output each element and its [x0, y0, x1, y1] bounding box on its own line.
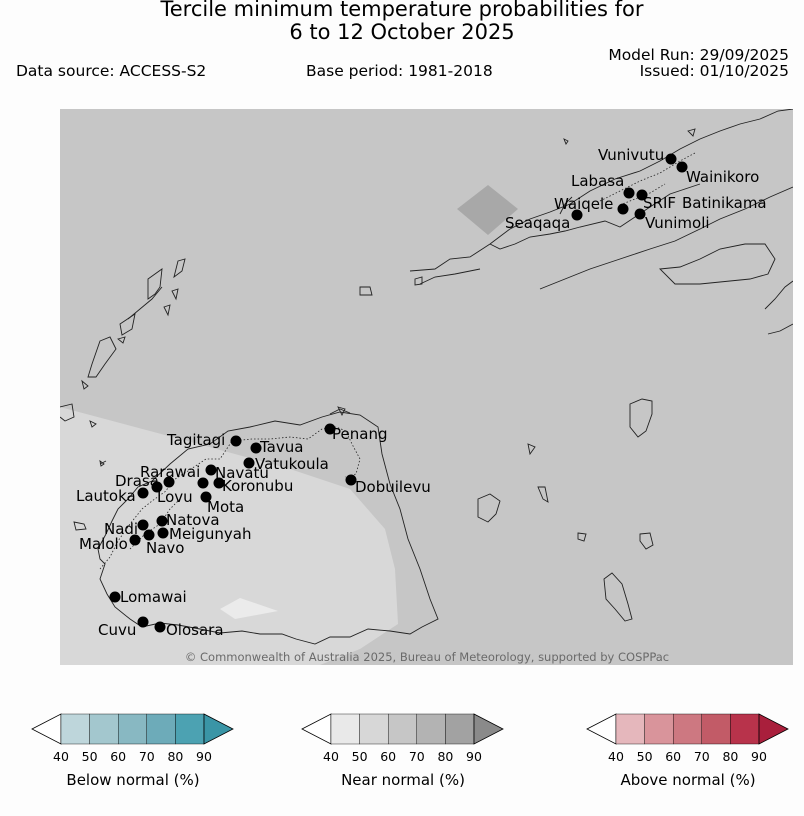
below-swatch-2	[90, 714, 119, 744]
copyright-notice: © Commonwealth of Australia 2025, Bureau of Meteorology, supported by COSPPac	[184, 650, 670, 664]
below-swatch-3	[118, 714, 147, 744]
label-tavua: Tavua	[260, 438, 304, 456]
below-tick-90: 90	[196, 749, 212, 764]
label-rarawai: Rarawai	[140, 463, 201, 481]
above-swatch-2	[645, 714, 674, 744]
station-vunivutu	[666, 154, 677, 165]
near-tick-80: 80	[437, 749, 454, 764]
above-tick-80: 80	[722, 749, 739, 764]
station-waiqele	[618, 204, 629, 215]
label-mota: Mota	[207, 498, 245, 516]
title-line-2: 6 to 12 October 2025	[289, 20, 515, 44]
data-source: Data source: ACCESS-S2	[16, 62, 207, 80]
label-seaqaqa: Seaqaqa	[505, 214, 571, 232]
station-tagitagi	[231, 436, 242, 447]
near-swatch-1	[331, 714, 360, 744]
label-natova: Natova	[166, 511, 220, 529]
label-vunimoli: Vunimoli	[645, 214, 710, 232]
label-malolo: Malolo	[79, 535, 128, 553]
label-cuvu: Cuvu	[98, 621, 137, 639]
below-swatch-4	[147, 714, 176, 744]
station-labasa	[624, 188, 635, 199]
station-olosara	[155, 622, 166, 633]
station-cuvu	[138, 617, 149, 628]
below-tick-80: 80	[167, 749, 184, 764]
label-lomawai: Lomawai	[120, 588, 187, 606]
label-wainikoro: Wainikoro	[686, 168, 760, 186]
near-swatch-4	[417, 714, 446, 744]
label-vunivutu: Vunivutu	[598, 146, 665, 164]
near-swatch-max	[474, 714, 503, 744]
map-canvas	[60, 109, 793, 665]
near-swatch-3	[388, 714, 417, 744]
colorbar-above	[586, 712, 790, 746]
below-tick-50: 50	[81, 749, 98, 764]
above-swatch-5	[730, 714, 759, 744]
model-run: Model Run: 29/09/2025	[608, 46, 789, 64]
colorbar-below	[31, 712, 235, 746]
station-lomawai	[110, 592, 121, 603]
colorbar-near-swatches	[302, 714, 503, 744]
label-vatukoula: Vatukoula	[255, 455, 329, 473]
issued-date: Issued: 01/10/2025	[639, 62, 789, 80]
colorbar-above-swatches	[587, 714, 788, 744]
above-tick-50: 50	[636, 749, 653, 764]
label-lautoka: Lautoka	[76, 487, 136, 505]
colorbar-below-swatches	[32, 714, 233, 744]
colorbar-near-label: Near normal (%)	[341, 771, 465, 789]
colorbar-above-label: Above normal (%)	[620, 771, 756, 789]
near-tick-50: 50	[351, 749, 368, 764]
below-tick-60: 60	[110, 749, 127, 764]
near-tick-90: 90	[466, 749, 482, 764]
below-tick-70: 70	[138, 749, 155, 764]
near-tick-60: 60	[380, 749, 397, 764]
label-navatu: Navatu	[215, 464, 269, 482]
label-navo: Navo	[146, 539, 185, 557]
near-tick-70: 70	[408, 749, 425, 764]
above-swatch-max	[759, 714, 788, 744]
below-tick-40: 40	[53, 749, 69, 764]
label-koronubu: Koronubu	[222, 477, 294, 495]
label-meigunyah: Meigunyah	[169, 525, 252, 543]
label-drasa: Drasa	[115, 472, 159, 490]
label-batinikama: Batinikama	[682, 194, 767, 212]
title-line-1: Tercile minimum temperature probabilities for	[160, 0, 644, 21]
label-penang: Penang	[332, 425, 388, 443]
above-swatch-4	[702, 714, 731, 744]
label-olosara: Olosara	[166, 621, 224, 639]
colorbar-below-label: Below normal (%)	[66, 771, 200, 789]
near-swatch-5	[445, 714, 474, 744]
below-swatch-5	[175, 714, 204, 744]
probability-map	[60, 109, 793, 665]
below-swatch-max	[204, 714, 233, 744]
above-tick-70: 70	[693, 749, 710, 764]
above-tick-60: 60	[665, 749, 682, 764]
label-tagitagi: Tagitagi	[167, 431, 226, 449]
colorbar-near	[301, 712, 505, 746]
label-nadi: Nadi	[104, 520, 139, 538]
near-tick-40: 40	[323, 749, 339, 764]
base-period: Base period: 1981-2018	[306, 62, 493, 80]
label-lovu: Lovu	[157, 488, 193, 506]
map-title	[0, 0, 804, 44]
below-swatch-min	[32, 714, 61, 744]
above-swatch-3	[673, 714, 702, 744]
above-swatch-1	[616, 714, 645, 744]
station-nadi	[138, 520, 149, 531]
station-meigunyah	[158, 528, 169, 539]
above-tick-40: 40	[608, 749, 624, 764]
above-tick-90: 90	[751, 749, 767, 764]
label-srif: SRIF	[643, 194, 676, 212]
above-swatch-min	[587, 714, 616, 744]
near-swatch-min	[302, 714, 331, 744]
label-waiqele: Waiqele	[554, 195, 614, 213]
below-swatch-1	[61, 714, 90, 744]
label-dobuilevu: Dobuilevu	[355, 478, 431, 496]
near-swatch-2	[360, 714, 389, 744]
label-labasa: Labasa	[571, 172, 625, 190]
